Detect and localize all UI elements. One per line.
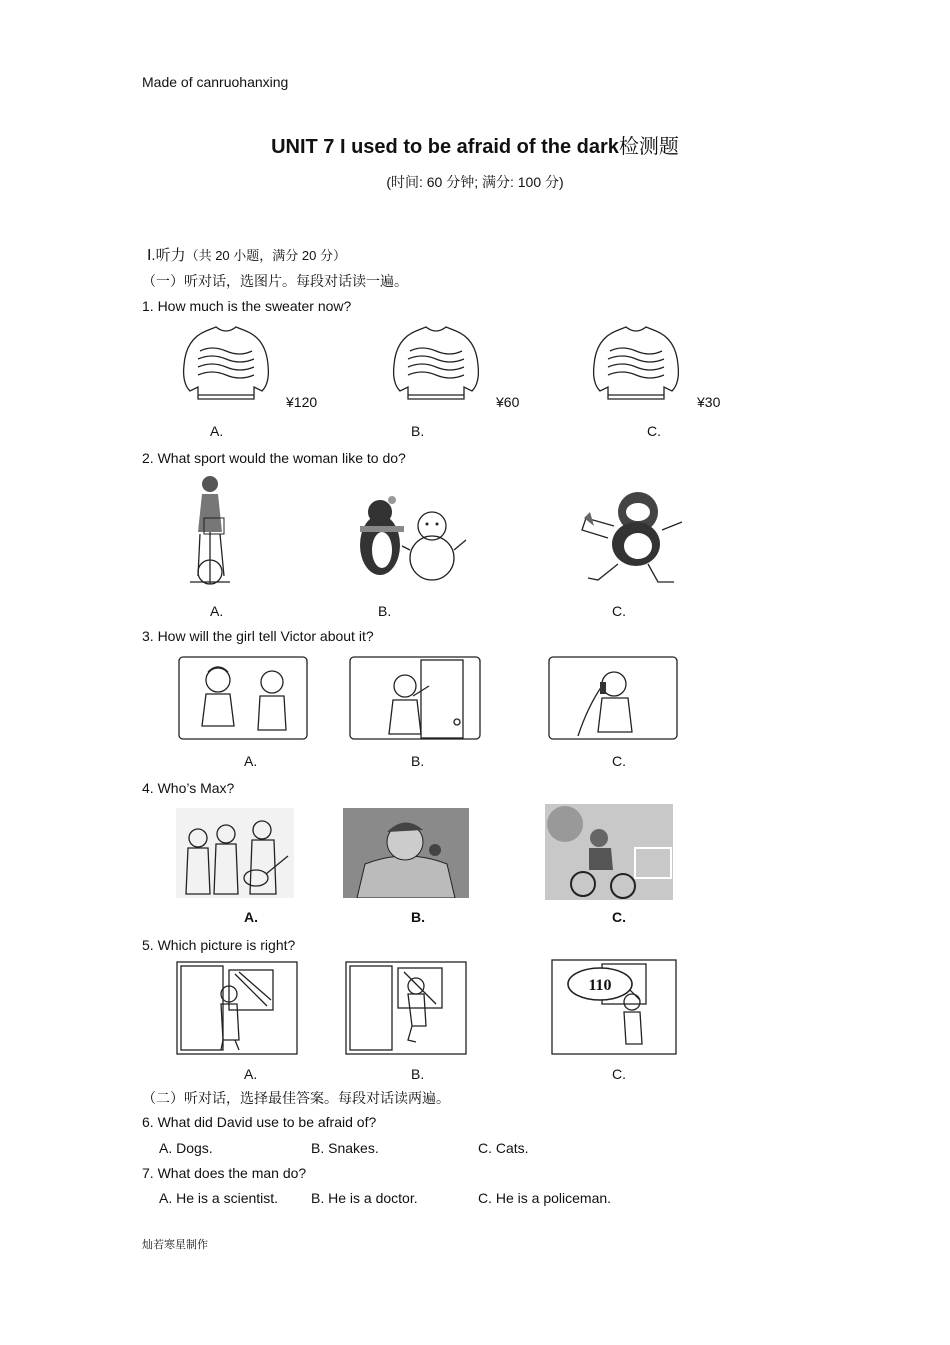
police-call-image [550, 958, 678, 1056]
q2-option-b[interactable]: B. [378, 603, 392, 619]
page-subtitle: (时间: 60 分钟; 满分: 100 分) [386, 174, 564, 190]
q2-option-c[interactable]: C. [612, 603, 626, 619]
q3-option-b[interactable]: B. [411, 753, 425, 769]
price-a: ¥120 [286, 394, 318, 410]
q5-option-b[interactable]: B. [411, 1066, 425, 1082]
question-1: 1. How much is the sweater now? [142, 298, 352, 314]
q6-option-c[interactable]: C. Cats. [478, 1140, 529, 1156]
q4-option-c[interactable]: C. [612, 909, 626, 925]
question-6: 6. What did David use to be afraid of? [142, 1114, 377, 1130]
q1-option-c[interactable]: C. [647, 423, 661, 439]
q5-option-a[interactable]: A. [244, 1066, 258, 1082]
thief-window-image-b [344, 960, 468, 1056]
q6-option-b[interactable]: B. Snakes. [311, 1140, 379, 1156]
q5-option-c[interactable]: C. [612, 1066, 626, 1082]
q3-option-c[interactable]: C. [612, 753, 626, 769]
price-b: ¥60 [496, 394, 520, 410]
thief-window-image-a [175, 960, 299, 1056]
price-c: ¥30 [697, 394, 721, 410]
page-title [0, 130, 950, 159]
q7-option-a[interactable]: A. He is a scientist. [159, 1190, 279, 1206]
sweater-image-b [388, 325, 484, 405]
girl-knocking-door-image [349, 656, 481, 740]
title-cn: 检测题 [618, 136, 679, 158]
cycling-woman-image [180, 472, 240, 590]
sweater-image-a [178, 325, 274, 405]
q2-option-a[interactable]: A. [210, 603, 224, 619]
section-heading [147, 244, 346, 265]
snowman-image [350, 490, 470, 585]
q1-option-a[interactable]: A. [210, 423, 224, 439]
girl-on-phone-image [548, 656, 678, 740]
q4-option-a[interactable]: A. [244, 909, 258, 925]
part1-instruction: （一）听对话，选图片。每段对话读一遍。 [142, 273, 408, 289]
footer-note: 灿若寒星制作 [142, 1238, 208, 1251]
q7-option-c[interactable]: C. He is a policeman. [478, 1190, 612, 1206]
section-detail: （共 20 小题，满分 20 分） [185, 248, 346, 263]
boy-cycling-image [545, 804, 673, 900]
header-note: Made of canruohanxing [142, 74, 289, 90]
section-label: Ⅰ.听力 [147, 247, 186, 264]
title-main: UNIT 7 I used to be afraid of the dark [271, 136, 619, 158]
question-3: 3. How will the girl tell Victor about it? [142, 628, 374, 644]
part2-instruction: （二）听对话，选择最佳答案。每段对话读两遍。 [142, 1090, 450, 1106]
question-5: 5. Which picture is right? [142, 937, 296, 953]
q1-option-b[interactable]: B. [411, 423, 425, 439]
man-singing-image [343, 808, 469, 898]
q4-option-b[interactable]: B. [411, 909, 425, 925]
q3-option-a[interactable]: A. [244, 753, 258, 769]
question-7: 7. What does the man do? [142, 1165, 307, 1181]
question-2: 2. What sport would the woman like to do? [142, 450, 406, 466]
q6-option-a[interactable]: A. Dogs. [159, 1140, 213, 1156]
sweater-image-c [588, 325, 684, 405]
question-4: 4. Who’s Max? [142, 780, 235, 796]
band-singers-image [176, 808, 294, 898]
skating-penguin-image [578, 482, 688, 590]
girl-talking-image [178, 656, 308, 740]
q7-option-b[interactable]: B. He is a doctor. [311, 1190, 418, 1206]
police-number-sign: 110 [588, 977, 612, 994]
